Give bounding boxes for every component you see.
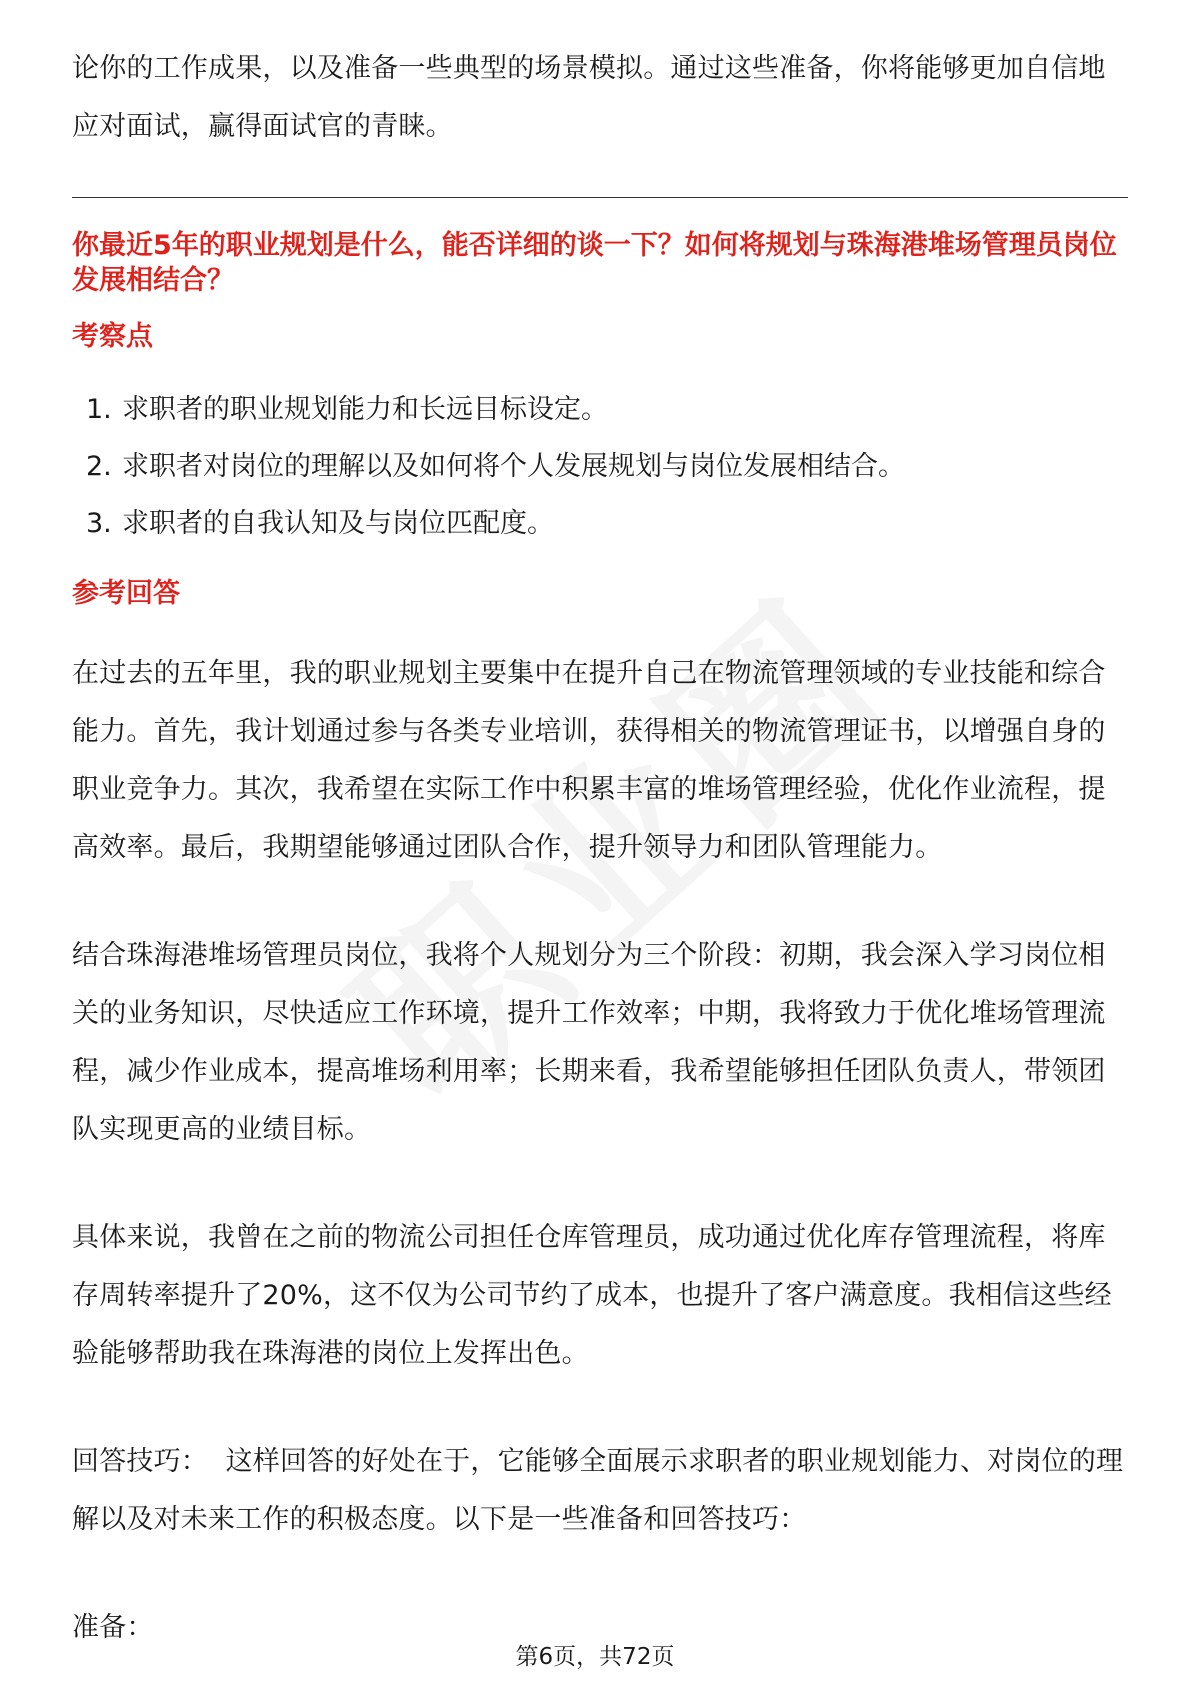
tips-paragraph: 回答技巧： 这样回答的好处在于，它能够全面展示求职者的职业规划能力、对岗位的理解以及对未来工作的积极态度。以下是一些准备和回答技巧： <box>72 1446 1124 1535</box>
focus-points-list <box>72 381 1128 552</box>
list-item <box>72 438 1128 495</box>
list-text: 求职者的自我认知及与岗位匹配度。 <box>122 508 554 539</box>
interview-question: 你最近5年的职业规划是什么，能否详细的谈一下？如何将规划与珠海港堆场管理员岗位发展相结合？ <box>72 230 1117 296</box>
prep-label: 准备： <box>72 1612 154 1643</box>
answer-paragraph-3: 具体来说，我曾在之前的物流公司担任仓库管理员，成功通过优化库存管理流程，将库存周转率提升了20%，这不仅为公司节约了成本，也提升了客户满意度。我相信这些经验能够帮助我在珠海港的岗位上发挥出色。 <box>72 1222 1112 1369</box>
page-number: 第6页，共72页 <box>515 1644 675 1670</box>
answer-paragraph-1: 在过去的五年里，我的职业规划主要集中在提升自己在物流管理领域的专业技能和综合能力。首先，我计划通过参与各类专业培训，获得相关的物流管理证书，以增强自身的职业竞争力。其次，我希望在实际工作中积累丰富的堆场管理经验，优化作业流程，提高效率。最后，我期望能够通过团队合作，提升领导力和团队管理能力。 <box>72 658 1106 863</box>
answer-paragraph-2: 结合珠海港堆场管理员岗位，我将个人规划分为三个阶段：初期，我会深入学习岗位相关的业务知识，尽快适应工作环境，提升工作效率；中期，我将致力于优化堆场管理流程，减少作业成本，提高堆场利用率；长期来看，我希望能够担任团队负责人，带领团队实现更高的业绩目标。 <box>72 940 1106 1145</box>
intro-paragraph: 论你的工作成果，以及准备一些典型的场景模拟。通过这些准备，你将能够更加自信地应对面试，赢得面试官的青睐。 <box>72 53 1106 142</box>
answer-heading: 参考回答 <box>72 578 180 609</box>
focus-heading: 考察点 <box>72 321 153 352</box>
section-divider <box>72 197 1128 198</box>
list-text: 求职者对岗位的理解以及如何将个人发展规划与岗位发展相结合。 <box>122 451 905 482</box>
list-text: 求职者的职业规划能力和长远目标设定。 <box>122 394 608 425</box>
list-number: 3. <box>86 508 112 539</box>
list-item <box>72 495 1128 552</box>
list-number: 2. <box>86 451 112 482</box>
page-content <box>72 40 1128 1657</box>
list-item <box>72 381 1128 438</box>
list-number: 1. <box>86 394 112 425</box>
